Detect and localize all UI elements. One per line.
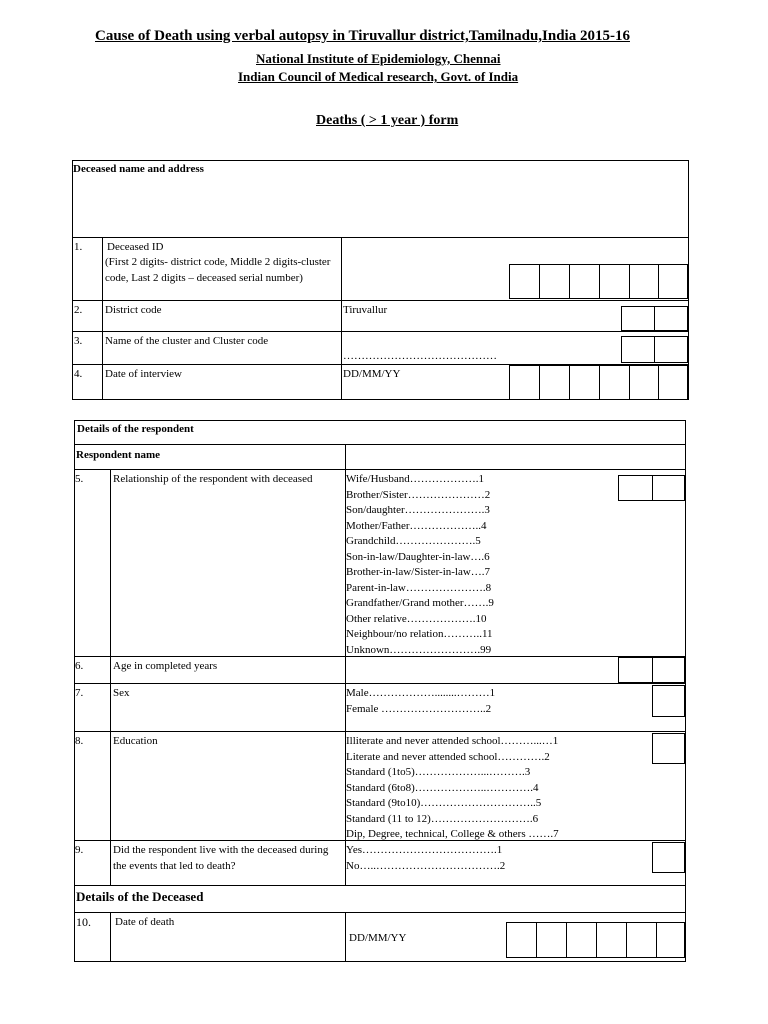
form-title: Deaths ( > 1 year ) form	[316, 113, 459, 128]
age-label: Age in completed years	[113, 660, 218, 672]
question-number: 5.	[75, 473, 84, 485]
option: Standard (1to5)………………...……….3	[346, 766, 531, 778]
option: Brother-in-law/Sister-in-law….7	[346, 566, 491, 578]
date-of-death-format: DD/MM/YY	[349, 932, 407, 944]
option: Standard (9to10)…………………………..5	[346, 797, 542, 809]
lived-with-code-box[interactable]	[652, 842, 685, 873]
option: Son/daughter………………….3	[346, 504, 490, 516]
row-number: 1.	[74, 241, 83, 253]
education-label: Education	[113, 735, 158, 747]
cluster-label: Name of the cluster and Cluster code	[105, 335, 269, 347]
date-of-death-label: Date of death	[115, 916, 175, 928]
option: Yes……………………………….1	[346, 844, 503, 856]
option: Standard (6to8)………………..………….4	[346, 781, 539, 794]
education-options	[346, 734, 559, 843]
question-number: 6.	[75, 660, 84, 672]
row-number: 4.	[74, 368, 83, 380]
question-number: 8.	[75, 735, 84, 747]
section-heading-respondent: Details of the respondent	[77, 423, 194, 435]
cluster-name-field[interactable]: ……………………………………	[343, 350, 497, 362]
question-number: 10.	[76, 915, 91, 929]
question-number: 7.	[75, 687, 84, 699]
option: Other relative……………….10	[346, 612, 487, 625]
interview-date-format: DD/MM/YY	[343, 368, 401, 380]
district-code-label: District code	[105, 304, 162, 316]
option: Brother/Sister…………………2	[346, 488, 491, 501]
council-name: Indian Council of Medical research, Govt. of India	[238, 69, 519, 84]
relationship-options	[346, 472, 494, 658]
option: Unknown…………………….99	[346, 643, 492, 656]
row-number: 3.	[74, 335, 83, 347]
institute-name: National Institute of Epidemiology, Chennai	[256, 51, 501, 66]
option: Illiterate and never attended school………...…1	[346, 735, 559, 747]
option: Grandfather/Grand mother…….9	[346, 597, 494, 609]
deceased-id-label: Deceased ID	[107, 241, 164, 253]
deceased-id-note: (First 2 digits- district code, Middle 2 digits-cluster code, Last 2 digits – deceased serial number)	[105, 256, 331, 284]
row-number: 2.	[74, 304, 83, 316]
respondent-name-label: Respondent name	[76, 449, 161, 461]
option: Wife/Husband……………….1	[346, 473, 484, 485]
lived-with-deceased-label: Did the respondent live with the deceased during the events that led to death?	[113, 844, 329, 872]
education-code-box[interactable]	[652, 733, 685, 764]
question-number: 9.	[75, 844, 84, 856]
sex-code-box[interactable]	[652, 685, 685, 717]
sex-label: Sex	[113, 687, 130, 699]
option: Female ………………………..2	[346, 702, 492, 715]
district-value: Tiruvallur	[343, 304, 388, 316]
option: Male………………........………1	[346, 687, 496, 699]
option: Mother/Father………………..4	[346, 519, 487, 532]
interview-date-label: Date of interview	[105, 368, 182, 380]
lived-with-options	[346, 843, 505, 874]
option: Grandchild………………….5	[346, 535, 481, 547]
relationship-label: Relationship of the respondent with deceased	[113, 473, 313, 485]
option: Dip, Degree, technical, College & others …….7	[346, 828, 559, 840]
section-heading-deceased: Details of the Deceased	[76, 889, 204, 904]
option: Literate and never attended school………….2	[346, 750, 550, 763]
section-heading-deceased-address: Deceased name and address	[73, 163, 204, 175]
document-title: Cause of Death using verbal autopsy in Tiruvallur district,Tamilnadu,India 2015-16	[95, 28, 630, 44]
option: No…..…………………………….2	[346, 859, 506, 872]
option: Neighbour/no relation………..11	[346, 628, 493, 640]
sex-options	[346, 686, 495, 717]
option: Standard (11 to 12)……………………….6	[346, 812, 539, 825]
option: Parent-in-law………………….8	[346, 581, 492, 594]
option: Son-in-law/Daughter-in-law….6	[346, 550, 490, 563]
